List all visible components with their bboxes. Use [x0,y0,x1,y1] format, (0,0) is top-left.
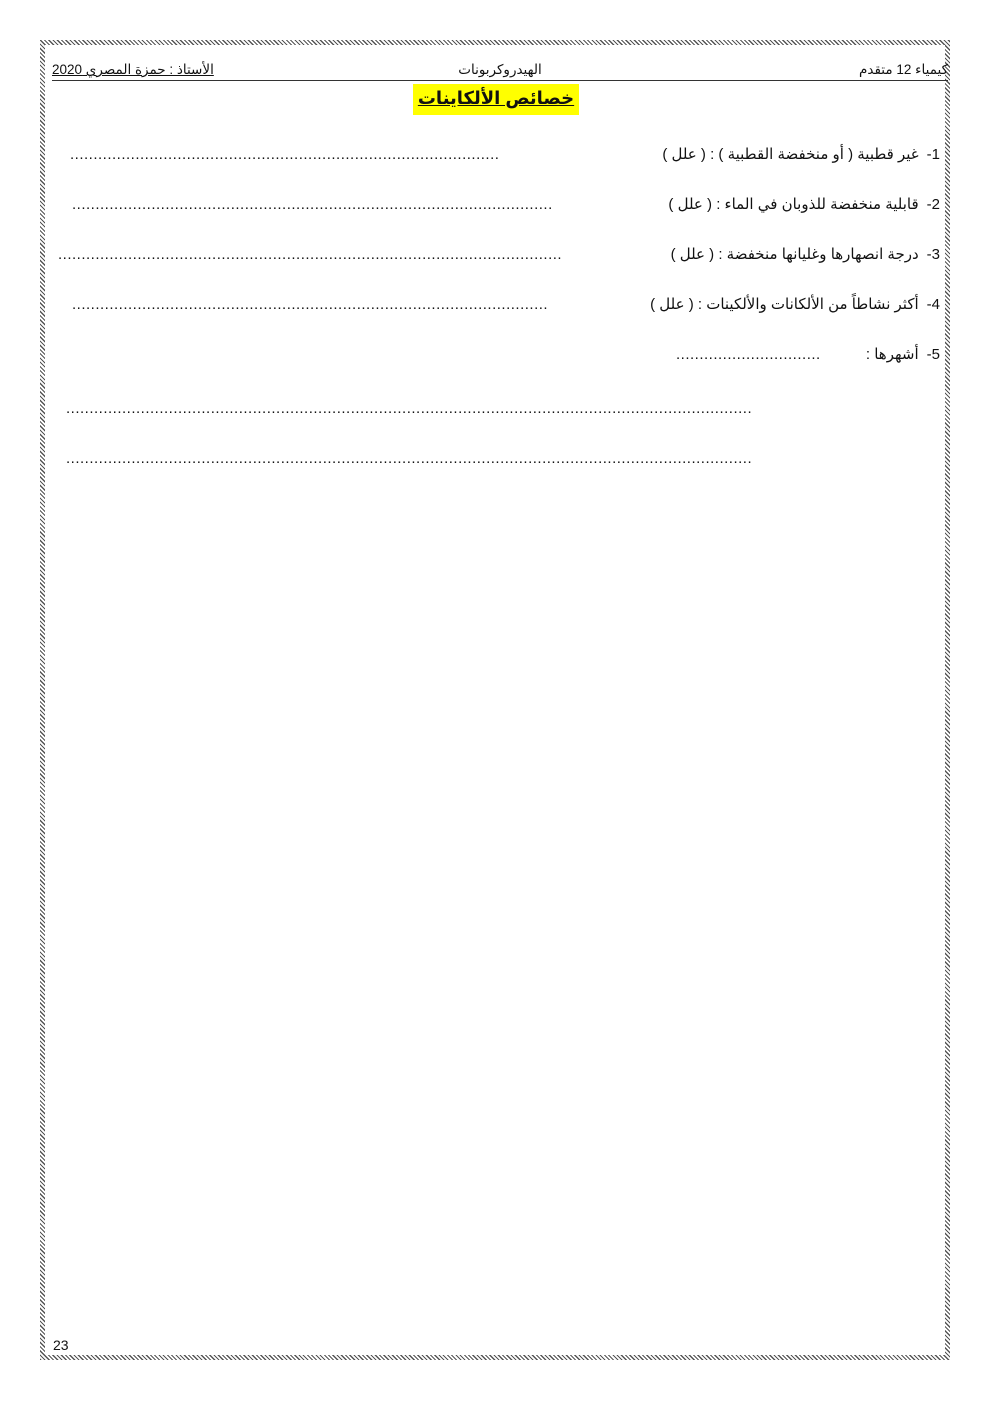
answer-blank[interactable]: ....................................................................................................... [72,196,553,213]
answer-blank[interactable]: ............................................................................................................ [58,246,563,263]
question-number: 5- [926,346,940,363]
question-number: 3- [926,246,940,263]
course-name: كيمياء 12 متقدم [859,62,948,77]
question-2 [668,194,940,216]
question-3 [671,244,940,266]
question-1 [662,144,940,166]
teacher-name: الأستاذ : حمزة المصري 2020 [52,62,214,77]
question-number: 1- [926,146,940,163]
answer-blank[interactable]: ............................... [676,346,821,363]
question-number: 4- [926,296,940,313]
question-number: 2- [926,196,940,213]
question-text: درجة انصهارها وغليانها منخفضة : ( علل ) [670,246,919,263]
answer-line[interactable]: ................................................................................................................................................... [66,450,753,467]
page-number: 23 [53,1337,69,1353]
question-text: أكثر نشاطاً من الألكانات والألكينات : ( علل ) [650,296,919,313]
question-text: غير قطبية ( أو منخفضة القطبية ) : ( علل ) [662,146,919,163]
question-5 [866,344,940,366]
answer-line[interactable]: ................................................................................................................................................... [66,400,753,417]
question-text: قابلية منخفضة للذوبان في الماء : ( علل ) [668,196,919,213]
unit-title: الهيدروكربونات [458,62,542,77]
page-border [40,40,950,1360]
question-4 [650,294,940,316]
answer-blank[interactable]: ............................................................................................ [70,146,500,163]
question-text: أشهرها : [865,346,919,363]
page-header [52,60,948,81]
answer-blank[interactable]: ...................................................................................................... [72,296,549,313]
page-title: خصائص الألكاينات [413,84,579,115]
